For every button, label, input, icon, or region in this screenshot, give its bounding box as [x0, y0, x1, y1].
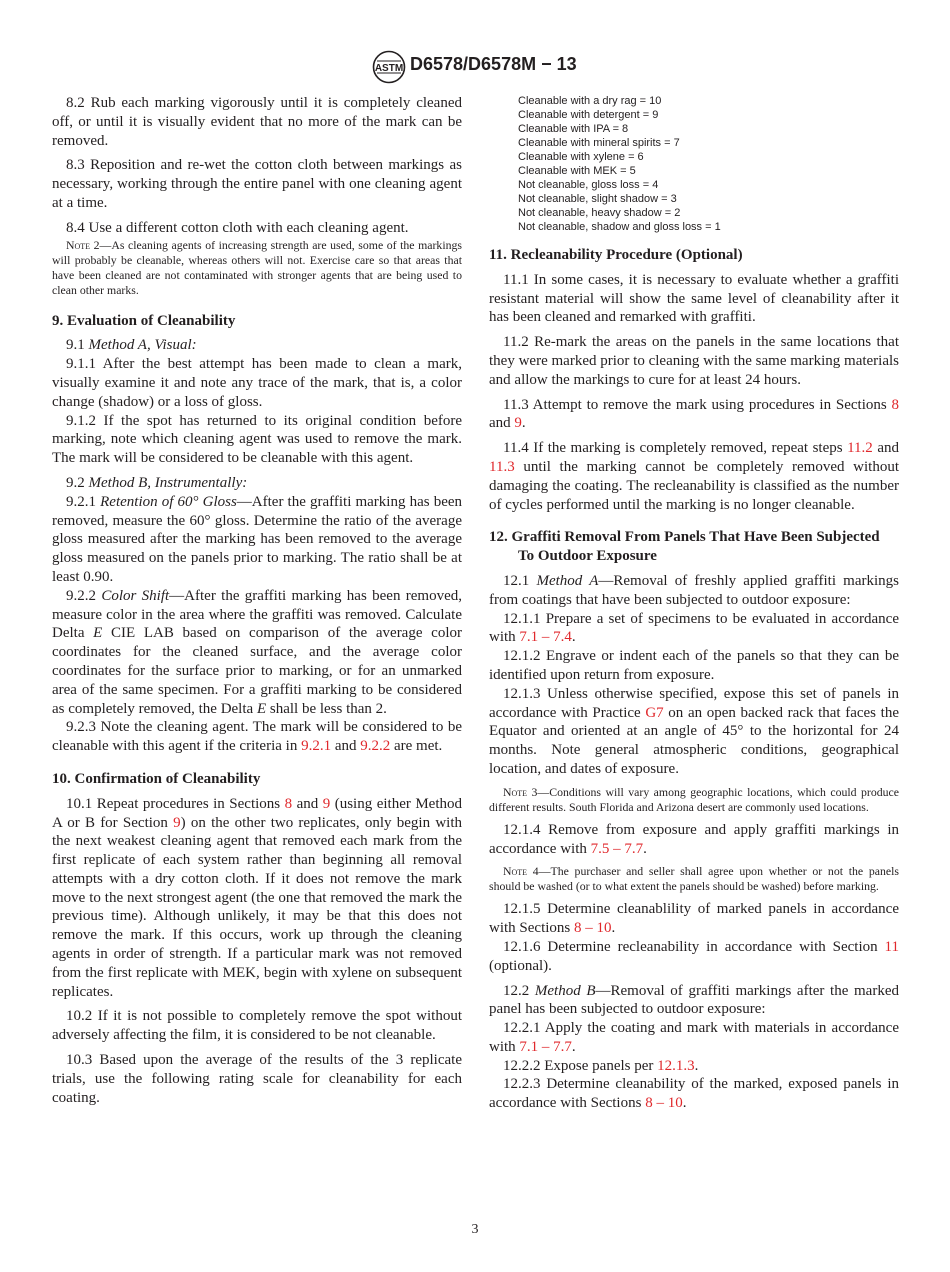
- right-column: [489, 94, 899, 1119]
- p10-1-body-b: and: [292, 795, 323, 812]
- p12-1-6-body-a: 12.1.6 Determine recleanability in accordance with Section: [503, 938, 885, 955]
- p9-2-1-body: —After the graffiti marking has been removed, measure the 60° gloss. Determine the ratio of the average gloss measured after the marking has been removed to the average gloss measured on the panels prior to marking. The ratio shall be at least 0.90.: [52, 493, 463, 585]
- paragraph-11-2: 11.2 Re-mark the areas on the panels in the same locations that they were marked prior to cleaning with the same marking materials and allow the markings to cure for at least 24 hours.: [489, 334, 899, 388]
- paragraph-12-1-4: [489, 821, 899, 859]
- link-7-5-7-7[interactable]: 7.5 – 7.7: [590, 840, 644, 857]
- link-practice-g7[interactable]: G7: [645, 704, 664, 721]
- link-11-3[interactable]: 11.3: [489, 458, 515, 475]
- note-2-text: —As cleaning agents of increasing strength are used, some of the markings will probably be cleanable, whereas others will not. Exercise care so that areas that have been cleaned are not contaminated with stronger agents that are being used to clean other marks.: [52, 237, 462, 297]
- rating-item: Cleanable with detergent = 9: [518, 109, 659, 121]
- rating-item: Cleanable with IPA = 8: [518, 123, 629, 135]
- p12-1-3-body-b: on an open backed rack that faces the Equator and oriented at an angle of 45° to the horizontal for 24 months. Note general atmospheric conditions, geographical location, and dates of exposure.: [489, 704, 899, 777]
- paragraph-9-1-2: 9.1.2 If the spot has returned to its original condition before marking, note which cleaning agent was used to remove the mark. The mark will be considered to be cleanable with this agent.: [52, 412, 462, 467]
- p9-2-2-var-1: E: [93, 625, 103, 642]
- paragraph-8-2: 8.2 Rub each marking vigorously until it is completely cleaned off, or until it is visually evident that no more of the mark can be removed.: [52, 95, 462, 149]
- p10-1-body-a: 10.1 Repeat procedures in Sections: [66, 795, 285, 812]
- p12-1-6-body-b: (optional).: [489, 957, 552, 974]
- paragraph-11-3: [489, 396, 899, 434]
- p12-1-3-body-a: 12.1.3 Unless otherwise specified, expose this set of panels in accordance with Practice: [489, 685, 899, 721]
- p12-1-4-body-a: 12.1.4 Remove from exposure and apply graffiti markings in accordance with: [489, 821, 899, 857]
- p12-2-3-body-b: .: [682, 1095, 687, 1112]
- rating-item: Not cleanable, heavy shadow = 2: [518, 207, 681, 219]
- p12-2-1-body-b: .: [571, 1038, 576, 1055]
- paragraph-12-1: [489, 572, 899, 610]
- p12-1-1-body-b: .: [571, 629, 576, 646]
- note-4-text: —The purchaser and seller shall agree upon whether or not the panels should be washed (or to what extent the panels should be washed) before marking.: [489, 864, 899, 894]
- rating-item: Cleanable with mineral spirits = 7: [518, 137, 680, 149]
- p12-2-num: 12.2: [503, 982, 535, 999]
- p11-3-body-c: .: [521, 415, 526, 432]
- paragraph-9-2-2: [52, 587, 462, 719]
- section-10-heading: 10. Confirmation of Cleanability: [52, 770, 261, 787]
- p12-1-5-body-a: 12.1.5 Determine cleanablility of marked panels in accordance with Sections: [489, 901, 899, 937]
- paragraph-12-1-2: 12.1.2 Engrave or indent each of the panels so that they can be identified upon return from exposure.: [489, 648, 899, 683]
- link-section-9-b[interactable]: 9: [173, 814, 181, 831]
- p12-2-2-body-b: .: [694, 1057, 699, 1074]
- p9-2-2-num: 9.2.2: [66, 587, 102, 604]
- paragraph-12-2: [489, 982, 899, 1020]
- paragraph-10-2: 10.2 If it is not possible to completely remove the spot without adversely affecting the film, it is considered to be not cleanable.: [52, 1008, 462, 1044]
- astm-logo-icon: [372, 50, 406, 84]
- p10-1-body-d: ) on the other two replicates, only begin with the next weakest cleaning agent that removed each mark from the first replicate of each system rather than beginning all removal attempts with a dry cotton cloth. If it does not remove the mark move to the next strongest agent (the one that removed the mark the previous time). Although unlikely, it may be that this does not remove the mark. If this occurs, work up through the cleaning agents in order of strength. If a particular mark was not removed from the first replicate with MEK, begin with xylene on subsequent replicates.: [52, 814, 462, 1000]
- link-8-10[interactable]: 8 – 10: [645, 1095, 683, 1112]
- p9-2-3-body-b: and: [331, 738, 361, 755]
- paragraph-9-2: [52, 474, 462, 493]
- p12-2-2-body-a: 12.2.2 Expose panels per: [503, 1057, 658, 1074]
- p9-2-2-title: Color Shift: [101, 587, 170, 604]
- note-2-label: Note 2: [66, 237, 100, 252]
- note-4-label: Note 4: [503, 864, 539, 879]
- page-number: 3: [471, 1222, 479, 1237]
- p9-2-num: 9.2: [66, 474, 89, 491]
- p12-2-3-body-a: 12.2.3 Determine cleanability of the marked, exposed panels in accordance with Sections: [489, 1076, 899, 1112]
- p11-4-body-b: and: [872, 440, 899, 457]
- p12-2-body: —Removal of graffiti markings after the marked panel has been subjected to outdoor exposure:: [489, 982, 899, 1018]
- cleanability-rating-scale: [518, 94, 899, 234]
- note-4: [489, 864, 899, 894]
- note-3-label: Note 3: [503, 784, 538, 799]
- p9-2-1-num: 9.2.1: [66, 493, 101, 510]
- p12-1-num: 12.1: [503, 572, 537, 589]
- paragraph-11-4: [489, 439, 899, 514]
- paragraph-12-1-1: [489, 610, 899, 648]
- rating-item: Not cleanable, shadow and gloss loss = 1: [518, 221, 721, 233]
- p9-1-title: Method A, Visual:: [88, 337, 197, 354]
- paragraph-9-1-1: 9.1.1 After the best attempt has been made to clean a mark, visually examine it and note any trace of the mark, that is, a color change (shadow) or a loss of gloss.: [52, 356, 462, 410]
- p12-1-5-body-b: .: [611, 920, 616, 937]
- paragraph-10-3: 10.3 Based upon the average of the results of the 3 replicate trials, use the following rating scale for cleanability for each coating.: [52, 1052, 462, 1106]
- p9-2-title: Method B, Instrumentally:: [88, 474, 248, 491]
- paragraph-12-2-3: [489, 1075, 899, 1113]
- paragraph-8-4: 8.4 Use a different cotton cloth with each cleaning agent.: [66, 219, 409, 236]
- p9-2-2-body-c: shall be less than 2.: [266, 700, 387, 717]
- section-9-heading: 9. Evaluation of Cleanability: [52, 312, 236, 329]
- link-section-9[interactable]: 9: [322, 795, 331, 812]
- link-8-10[interactable]: 8 – 10: [574, 920, 612, 937]
- p11-4-body-c: until the marking cannot be completely removed without damaging the coating. The recleanability is classified as the number of cycles performed until the marking is no longer cleanable.: [489, 458, 899, 513]
- p9-2-3-body-a: 9.2.3 Note the cleaning agent. The mark will be considered to be cleanable with this agent if the criteria in: [52, 719, 462, 755]
- note-3: [489, 785, 899, 815]
- link-11-2[interactable]: 11.2: [847, 440, 873, 457]
- rating-item: Cleanable with MEK = 5: [518, 165, 636, 177]
- link-7-1-7-4[interactable]: 7.1 – 7.4: [519, 629, 572, 646]
- rating-item: Cleanable with a dry rag = 10: [518, 95, 662, 107]
- paragraph-12-1-6: [489, 938, 899, 976]
- p11-4-body-a: 11.4 If the marking is completely removed, repeat steps: [503, 440, 848, 457]
- link-section-11[interactable]: 11: [884, 938, 899, 955]
- rating-item: Not cleanable, gloss loss = 4: [518, 179, 659, 191]
- paragraph-10-1: [52, 795, 462, 1002]
- p9-2-2-var-2: E: [256, 700, 267, 717]
- page-header: [0, 50, 950, 88]
- section-11-heading: 11. Recleanability Procedure (Optional): [489, 247, 743, 263]
- paragraph-9-1: [52, 336, 462, 355]
- link-9-2-2[interactable]: 9.2.2: [360, 738, 391, 755]
- note-2: [52, 238, 462, 298]
- p12-1-title: Method A: [536, 572, 599, 589]
- p9-2-2-body-a: —After the graffiti marking has been removed, measure color in the area where the graffiti was removed. Calculate Delta: [52, 587, 463, 642]
- p11-3-body-a: 11.3 Attempt to remove the mark using procedures in Sections: [503, 396, 892, 413]
- document-id: D6578/D6578M − 13: [410, 54, 577, 74]
- p9-2-2-body-b: CIE LAB based on comparison of the average color coordinates for the cleaned surface, and the average color coordinates for the surface prior to marking, or for an unmarked area of the same specimen. For a graffiti marking to be considered as completely removed, the Delta: [52, 625, 462, 717]
- section-12-heading: 12. Graffiti Removal From Panels That Have Been Subjected To Outdoor Exposure: [489, 529, 880, 565]
- p10-1-body-c: (using either Method A or B for Section: [52, 795, 462, 831]
- p12-1-1-body-a: 12.1.1 Prepare a set of specimens to be evaluated in accordance with: [489, 610, 899, 646]
- paragraph-12-2-2: [489, 1057, 899, 1076]
- paragraph-11-1: 11.1 In some cases, it is necessary to evaluate whether a graffiti resistant material will show the same level of cleanability after it has been cleaned and remarked with graffiti.: [489, 271, 899, 326]
- link-12-1-3[interactable]: 12.1.3: [657, 1057, 695, 1074]
- paragraph-8-3: 8.3 Reposition and re-wet the cotton cloth between markings as necessary, working through the entire panel with one cleaning agent at a time.: [52, 157, 462, 211]
- left-column: [52, 94, 462, 1113]
- link-7-1-7-7[interactable]: 7.1 – 7.7: [519, 1038, 572, 1055]
- p12-2-1-body-a: 12.2.1 Apply the coating and mark with materials in accordance with: [489, 1020, 899, 1055]
- paragraph-12-1-5: [489, 900, 899, 938]
- p12-1-4-body-b: .: [643, 840, 647, 857]
- link-section-8[interactable]: 8: [891, 396, 899, 413]
- p9-2-1-title: Retention of 60° Gloss: [100, 493, 237, 510]
- paragraph-9-2-3: [52, 718, 462, 756]
- link-section-8[interactable]: 8: [284, 795, 293, 812]
- link-section-9[interactable]: 9: [514, 415, 522, 432]
- paragraph-12-1-3: [489, 685, 899, 779]
- p9-1-num: 9.1: [66, 337, 89, 354]
- rating-item: Cleanable with xylene = 6: [518, 151, 644, 163]
- note-3-text: —Conditions will vary among geographic locations, which could produce different results. South Florida and Arizona desert are commonly used locations.: [489, 784, 899, 814]
- p12-1-body: —Removal of freshly applied graffiti markings from coatings that have been subjected to outdoor exposure:: [489, 572, 900, 608]
- paragraph-9-2-1: [52, 493, 462, 587]
- link-9-2-1[interactable]: 9.2.1: [301, 738, 332, 755]
- p12-2-title: Method B: [534, 982, 596, 999]
- p9-2-3-body-c: are met.: [390, 738, 443, 755]
- p11-3-body-b: and: [489, 415, 515, 432]
- paragraph-12-2-1: [489, 1019, 899, 1057]
- rating-item: Not cleanable, slight shadow = 3: [518, 193, 677, 205]
- logo-text: ASTM: [374, 63, 404, 74]
